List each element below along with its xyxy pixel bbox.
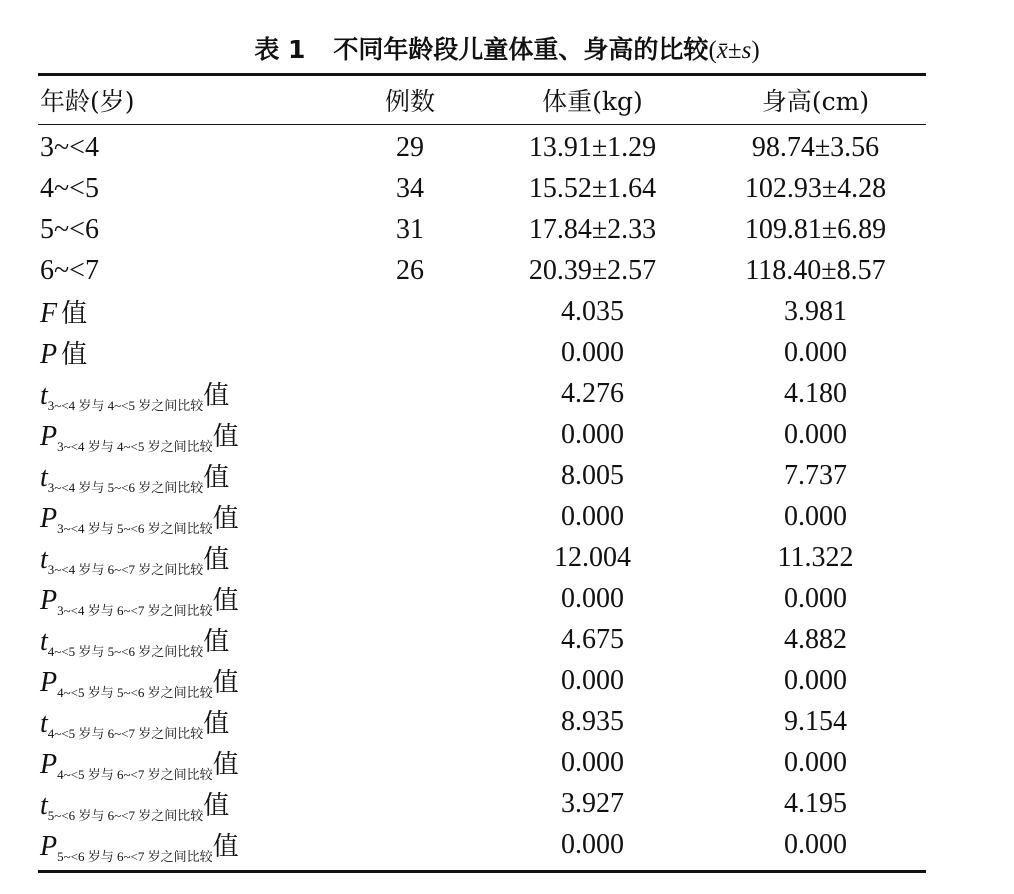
stat-label-cell: [38, 416, 340, 453]
count-cell: 29: [396, 131, 424, 163]
stat-comparison-subscript: 3~<4 岁与 6~<7 岁之间比较: [57, 603, 213, 618]
height-stat-cell: 0.000: [784, 746, 847, 778]
stat-label-cell: [38, 744, 340, 781]
stat-row: [38, 660, 926, 701]
stat-label-cell: [38, 375, 340, 412]
table-row: [38, 127, 926, 168]
stat-symbol: P: [40, 585, 58, 616]
table-header: [38, 76, 926, 125]
stat-row: [38, 332, 926, 373]
stat-suffix: 值: [212, 422, 239, 452]
stat-comparison-subscript: 4~<5 岁与 5~<6 岁之间比较: [57, 685, 213, 700]
stat-symbol: P: [40, 667, 58, 698]
weight-stat-cell: 0.000: [561, 418, 624, 450]
stat-symbol: t: [40, 790, 48, 821]
stat-suffix: 值: [203, 791, 230, 821]
stat-comparison-subscript: 3~<4 岁与 5~<6 岁之间比较: [47, 480, 204, 495]
weight-cell: 13.91±1.29: [528, 131, 657, 163]
weight-stat-cell: 8.005: [561, 459, 624, 491]
stat-comparison-subscript: 3~<4 岁与 5~<6 岁之间比较: [57, 521, 213, 536]
weight-stat-cell: 0.000: [561, 336, 624, 368]
weight-cell: 20.39±2.57: [528, 254, 657, 286]
stat-suffix: 值: [203, 463, 230, 493]
stat-row: [38, 496, 926, 537]
stat-comparison-subscript: 3~<4 岁与 4~<5 岁之间比较: [57, 439, 213, 454]
weight-stat-cell: 4.276: [561, 377, 624, 409]
stat-label-cell: [38, 785, 340, 822]
stat-row: [38, 291, 926, 332]
weight-stat-cell: 0.000: [561, 582, 624, 614]
weight-stat-cell: 0.000: [561, 828, 624, 860]
weight-stat-cell: 12.004: [554, 541, 631, 573]
stat-label-cell: [38, 662, 340, 699]
stat-symbol: t: [40, 462, 48, 493]
stat-comparison-subscript: 3~<4 岁与 4~<5 岁之间比较: [47, 398, 204, 413]
height-stat-cell: 0.000: [784, 664, 847, 696]
height-cell: 98.74±3.56: [751, 131, 880, 163]
stat-label-cell: [38, 621, 340, 658]
height-stat-cell: 7.737: [784, 459, 847, 491]
stat-label-cell: [38, 826, 340, 863]
stat-label-cell: [38, 703, 340, 740]
height-cell: 118.40±8.57: [745, 254, 886, 286]
stat-symbol: t: [40, 544, 48, 575]
stat-suffix: 值: [61, 340, 88, 370]
stat-label-cell: [38, 334, 340, 371]
stat-label-cell: [38, 580, 340, 617]
stat-suffix: 值: [212, 504, 239, 534]
stat-suffix: 值: [61, 299, 88, 329]
stat-row: [38, 619, 926, 660]
height-stat-cell: 4.882: [784, 623, 847, 655]
weight-cell: 17.84±2.33: [528, 213, 657, 245]
height-stat-cell: 0.000: [784, 418, 847, 450]
stat-suffix: 值: [212, 832, 239, 862]
table-title: [0, 30, 1014, 71]
table-number: 表 1: [254, 35, 306, 64]
height-stat-cell: 0.000: [784, 500, 847, 532]
stat-row: [38, 578, 926, 619]
table-body: [38, 125, 926, 870]
stat-comparison-subscript: 4~<5 岁与 6~<7 岁之间比较: [57, 767, 213, 782]
weight-stat-cell: 3.927: [561, 787, 624, 819]
stat-suffix: 值: [203, 545, 230, 575]
height-stat-cell: 0.000: [784, 828, 847, 860]
header-age: 年龄(岁): [40, 87, 135, 116]
stat-suffix: 值: [212, 586, 239, 616]
weight-cell: 15.52±1.64: [528, 172, 657, 204]
stat-suffix: 值: [203, 709, 230, 739]
age-group-cell: 6~<7: [40, 254, 99, 286]
stat-row: [38, 742, 926, 783]
weight-stat-cell: 0.000: [561, 664, 624, 696]
mean-sd-notation: (x̄±s): [708, 37, 760, 64]
stat-row: [38, 824, 926, 865]
stat-row: [38, 701, 926, 742]
stat-symbol: P: [40, 503, 58, 534]
stat-row: [38, 537, 926, 578]
header-height: 身高(cm): [761, 87, 870, 116]
stat-suffix: 值: [203, 381, 230, 411]
stat-suffix: 值: [212, 750, 239, 780]
table-row: [38, 250, 926, 291]
stat-comparison-subscript: 5~<6 岁与 6~<7 岁之间比较: [57, 849, 213, 864]
weight-stat-cell: 0.000: [561, 500, 624, 532]
stat-symbol: t: [40, 708, 48, 739]
table-row: [38, 168, 926, 209]
weight-stat-cell: 8.935: [561, 705, 624, 737]
stat-symbol: P: [40, 421, 58, 452]
height-cell: 102.93±4.28: [744, 172, 887, 204]
stat-row: [38, 373, 926, 414]
height-stat-cell: 4.195: [784, 787, 847, 819]
stat-symbol: P: [40, 749, 58, 780]
stat-row: [38, 414, 926, 455]
table-caption: 不同年龄段儿童体重、身高的比较: [333, 35, 709, 64]
stat-suffix: 值: [212, 668, 239, 698]
stat-comparison-subscript: 4~<5 岁与 6~<7 岁之间比较: [47, 726, 204, 741]
age-group-cell: 4~<5: [40, 172, 99, 204]
stat-symbol: P: [40, 339, 58, 370]
stat-label-cell: [38, 498, 340, 535]
stat-suffix: 值: [203, 627, 230, 657]
age-group-cell: 3~<4: [40, 131, 99, 163]
header-count: 例数: [384, 87, 435, 116]
data-table: [38, 73, 926, 873]
stat-symbol: F: [40, 298, 58, 329]
height-stat-cell: 4.180: [784, 377, 847, 409]
stat-symbol: t: [40, 626, 48, 657]
height-stat-cell: 3.981: [784, 295, 847, 327]
table-row: [38, 209, 926, 250]
stat-comparison-subscript: 3~<4 岁与 6~<7 岁之间比较: [47, 562, 204, 577]
stat-label-cell: [38, 293, 340, 330]
weight-stat-cell: 4.035: [561, 295, 624, 327]
stat-label-cell: [38, 539, 340, 576]
height-stat-cell: 9.154: [784, 705, 847, 737]
stat-label-cell: [38, 457, 340, 494]
count-cell: 26: [396, 254, 424, 286]
height-cell: 109.81±6.89: [744, 213, 887, 245]
header-weight: 体重(kg): [542, 87, 643, 116]
stat-row: [38, 783, 926, 824]
height-stat-cell: 0.000: [784, 582, 847, 614]
stat-row: [38, 455, 926, 496]
stat-comparison-subscript: 4~<5 岁与 5~<6 岁之间比较: [47, 644, 204, 659]
count-cell: 34: [396, 172, 424, 204]
weight-stat-cell: 4.675: [561, 623, 624, 655]
count-cell: 31: [396, 213, 424, 245]
height-stat-cell: 11.322: [777, 541, 854, 573]
stat-comparison-subscript: 5~<6 岁与 6~<7 岁之间比较: [47, 808, 204, 823]
stat-symbol: t: [40, 380, 48, 411]
age-group-cell: 5~<6: [40, 213, 99, 245]
height-stat-cell: 0.000: [784, 336, 847, 368]
stat-symbol: P: [40, 831, 58, 862]
weight-stat-cell: 0.000: [561, 746, 624, 778]
